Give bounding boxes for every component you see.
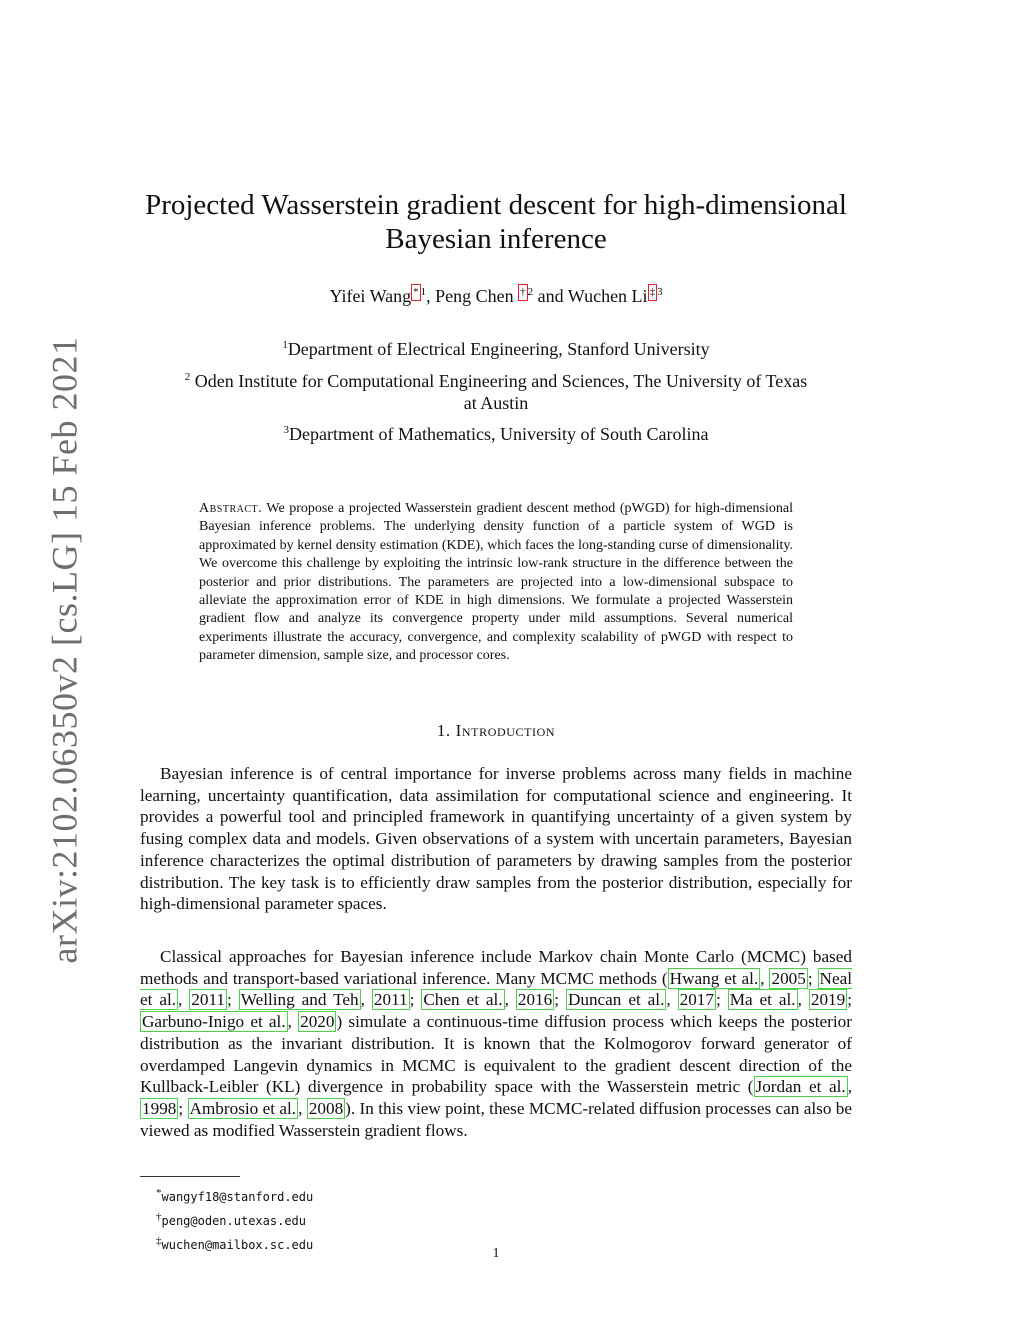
footnotes [156,1183,313,1255]
footnote-1-email[interactable]: wangyf18@stanford.edu [161,1190,314,1204]
citation-garbuno-2020-year[interactable] [298,1011,336,1032]
citation-year: 2011 [191,990,226,1010]
citation-separator: ; [807,968,818,988]
affiliation-1 [140,334,852,360]
citation-hwang-2005[interactable] [668,968,761,989]
citation-author: Jordan et al. [755,1077,846,1097]
citation-separator: , [287,1012,299,1032]
citation-separator: ; [847,990,852,1010]
citation-neal-2011-year[interactable] [189,989,227,1010]
author-2-footnote-link[interactable]: † [518,284,528,301]
paper-title [140,188,852,256]
citation-separator: ; [554,990,566,1010]
citation-separator: ; [227,990,239,1010]
citation-hwang-2005-year[interactable] [769,968,807,989]
footnote-3-email[interactable]: wuchen@mailbox.sc.edu [161,1238,314,1252]
citation-author: Chen et al. [423,990,503,1010]
arxiv-identifier-text: arXiv:2102.06350v2 [cs.LG] 15 Feb 2021 [44,336,85,964]
author-1-footnote-link[interactable]: * [411,284,421,301]
para2-text-1: Classical approaches for Bayesian inference include Markov chain Monte Carlo (MCMC) based methods and transport-based variational inference. Many MCMC methods ( [140,947,852,988]
citation-duncan-2017[interactable] [566,989,666,1010]
citation-welling-2011[interactable] [239,989,361,1010]
citation-separator: , [360,990,372,1010]
affiliation-2-num: 2 [184,371,191,383]
citation-author: Welling and Teh [240,990,359,1010]
citation-author: Hwang et al. [669,968,759,988]
footnote-divider [140,1176,240,1177]
citation-separator: , [847,1077,852,1097]
author-3-name: and Wuchen Li [533,286,648,306]
citation-ambrosio-2008-year[interactable] [307,1098,345,1119]
citation-separator: , [178,990,190,1010]
citation-year: 2011 [373,990,408,1010]
citation-jordan-1998-year[interactable] [140,1098,178,1119]
citation-chen-2016-year[interactable] [516,989,554,1010]
citation-ambrosio-2008[interactable] [188,1098,299,1119]
citation-separator: , [504,990,516,1010]
citation-duncan-2017-year[interactable] [678,989,716,1010]
author-3-footnote-link[interactable]: ‡ [648,284,658,301]
citation-author: Ambrosio et al. [189,1098,297,1118]
citation-author: Neal et al. [140,968,852,1010]
citation-year: 2005 [771,968,806,988]
citation-separator: , [797,990,809,1010]
affiliation-2-text-cont: at Austin [463,393,529,413]
footnote-3-mark: ‡ [156,1235,162,1247]
citation-year: 2017 [679,990,714,1010]
citation-author: Garbuno-Inigo et al. [142,1012,286,1032]
citation-year: 2019 [810,990,846,1010]
affiliation-1-text: Department of Electrical Engineering, Stanford University [287,339,710,359]
author-1-name: Yifei Wang [329,286,412,306]
citation-separator: , [760,968,770,988]
citation-year: 2020 [300,1012,335,1032]
affiliation-3 [140,419,852,445]
footnote-1-mark: * [156,1187,162,1199]
citation-author: Duncan et al. [567,990,665,1010]
footnote-1 [156,1183,313,1207]
citation-ma-2019-year[interactable] [809,989,847,1010]
para2-text-2: ) simulate a continuous-time diffusion process which keeps the posterior distribution as the invariant distribution. It is known that the Kolmogorov forward generator of overdamped Langevin dynamics in MCMC is equivalent to the gradient descent direction of the Kullback-Leibler (KL) divergence in probability space with the Wasserstein metric ( [140,1012,852,1097]
affiliation-3-text: Department of Mathematics, University of South Carolina [289,424,709,444]
citation-separator: ; [409,990,422,1010]
citation-separator: ; [715,990,728,1010]
footnote-2-email[interactable]: peng@oden.utexas.edu [161,1214,306,1228]
para2-text-3: ). In this view point, these MCMC-related diffusion processes can also be viewed as modified Wasserstein gradient flows. [140,1098,853,1140]
section-heading-introduction: 1. Introduction [436,721,556,740]
author-2-name: , Peng Chen [426,286,519,306]
citation-year: 1998 [142,1098,177,1118]
intro-paragraph-2 [140,946,852,1141]
abstract [199,500,793,666]
citation-garbuno-2020[interactable] [140,1011,288,1032]
citation-chen-2016[interactable] [421,989,504,1010]
author-1-affil-num: 1 [420,286,427,298]
arxiv-identifier [28,336,100,964]
citation-year: 2008 [308,1098,344,1118]
affiliation-3-num: 3 [283,424,290,436]
abstract-text: We propose a projected Wasserstein gradient descent method (pWGD) for high-dimensional Bayesian inference problems. The underlying density function of a particle system of WGD is approximated by kernel density estimation (KDE), which faces the long-standing curse of dimensionality. We overcome this challenge by exploiting the intrinsic low-rank structure in the difference between the posterior and prior distributions. The parameters are projected into a low-dimensional subspace to alleviate the approximation error of KDE in high dimensions. We formulate a projected Wasserstein gradient flow and analyze its convergence property under mild assumptions. Several numerical experiments illustrate the accuracy, convergence, and complexity scalability of pWGD with respect to parameter dimension, sample size, and processor cores. [199,501,793,664]
citation-separator: , [298,1098,307,1118]
citation-ma-2019[interactable] [728,989,798,1010]
intro-paragraph-1: Bayesian inference is of central importance for inverse problems across many fields in machine learning, uncertainty quantification, data assimilation for computational science and engineering. It provides a powerful tool and principled framework in quantifying uncertainty of a given system by fusing complex data and models. Given observations of a system with uncertain parameters, Bayesian inference characterizes the optimal distribution of parameters by drawing samples from the posterior distribution. The key task is to efficiently draw samples from the posterior distribution, especially for high-dimensional parameter spaces. [140,764,852,914]
citation-welling-2011-year[interactable] [372,989,410,1010]
citation-author: Ma et al. [729,990,796,1010]
page-number: 1 [492,1246,500,1261]
citation-jordan-1998[interactable] [754,1076,848,1097]
citation-separator: ; [178,1098,188,1118]
citation-separator: , [666,990,678,1010]
footnote-2 [156,1207,313,1231]
affiliation-1-num: 1 [282,339,288,351]
affiliation-2-text: Oden Institute for Computational Engineering and Sciences, The University of Texas [190,371,808,391]
author-3-affil-num: 3 [657,286,663,298]
abstract-label: Abstract. [199,501,263,516]
title-line-1: Projected Wasserstein gradient descent for high-dimensional [145,189,847,221]
author-2-affil-num: 2 [527,286,534,298]
affiliation-2 [140,366,852,414]
title-line-2: Bayesian inference [385,223,607,255]
citation-year: 2016 [517,990,553,1010]
author-list [140,284,852,307]
footnote-2-mark: † [156,1211,162,1223]
